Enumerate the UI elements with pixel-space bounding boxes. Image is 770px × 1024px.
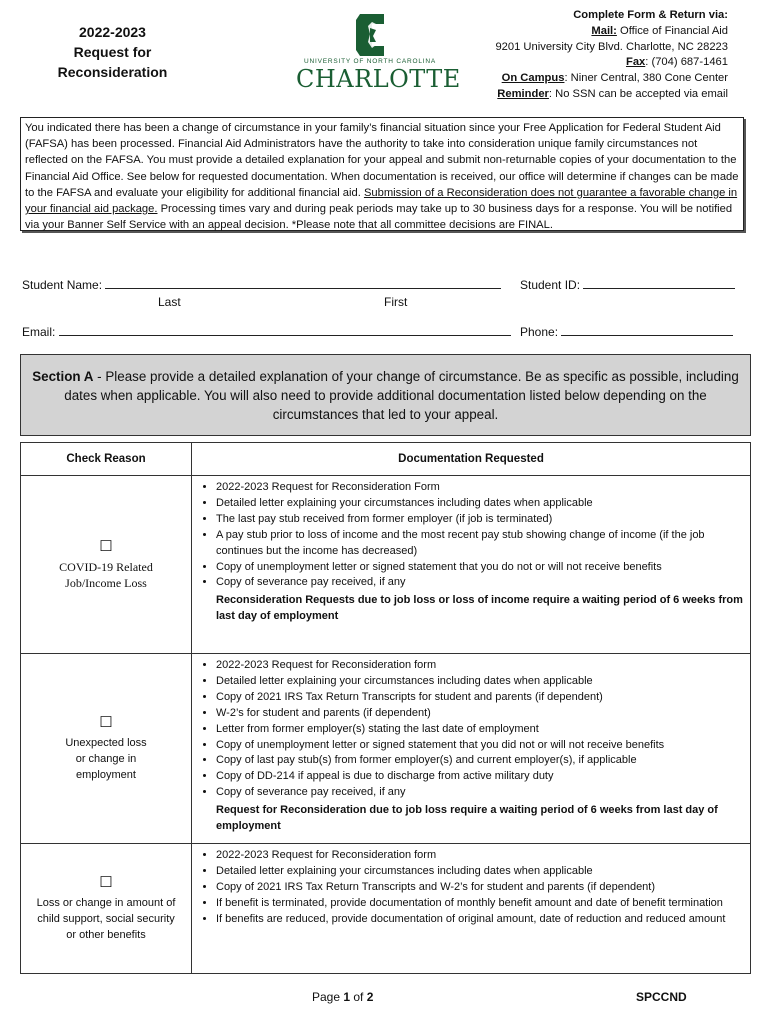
student-name-label: Student Name:: [22, 278, 103, 292]
title-line-year: 2022-2023: [79, 24, 146, 40]
list-item: • If benefits are reduced, provide documentation of original amount, date of reduction and reduced amount: [216, 912, 744, 928]
student-id-label: Student ID:: [520, 278, 581, 292]
waiting-period-note: Reconsideration Requests due to job loss or loss of income require a waiting period of 6 weeks from last day of employment: [216, 594, 743, 623]
page-number: 1: [343, 990, 351, 1004]
check-reason-header: Check Reason: [21, 443, 192, 476]
list-item: • W-2’s for student and parents (if dependent): [216, 706, 744, 722]
email-field[interactable]: [59, 325, 511, 336]
intro-disclaimer: Submission of a Reconsideration does not guarantee a favorable change in your financial aid package.: [25, 186, 738, 216]
list-item: • If benefit is terminated, provide documentation of monthly benefit amount and date of benefit termination: [216, 896, 744, 912]
list-item: • Copy of last pay stub(s) from former employer(s) and current employer(s), if applicable: [216, 753, 744, 769]
waiting-period-note: Request for Reconsideration due to job loss require a waiting period of 6 weeks from last day of employment: [216, 804, 718, 833]
first-name-caption: First: [384, 295, 408, 309]
reason-label: Unexpected loss: [65, 736, 147, 749]
return-heading: Complete Form & Return via:: [573, 9, 728, 21]
page-of: of: [350, 990, 367, 1004]
logo-university-text: UNIVERSITY OF NORTH CAROLINA: [304, 58, 436, 65]
logo-city-text: CHARLOTTE: [296, 65, 461, 93]
list-item: • A pay stub prior to loss of income and the most recent pay stub showing change of income (if the job continues but the income has decreased): [216, 528, 744, 560]
list-item: • Copy of DD-214 if appeal is due to discharge from active military duty: [216, 769, 744, 785]
reason-cell: [21, 654, 192, 844]
list-item: • Detailed letter explaining your circumstances including dates when applicable: [216, 864, 744, 880]
section-a-label: Section A: [32, 369, 94, 384]
intro-text-2: Processing times vary and during peak periods may take up to 30 business days for a response. You will be notified via your Banner Self Service with an appeal decision. *Please note that all committee decisions are FINAL.: [25, 203, 733, 232]
reminder-label: Reminder: [497, 87, 549, 100]
list-item: • The last pay stub received from former employer (if job is terminated): [216, 512, 744, 528]
mail-label: Mail:: [591, 24, 617, 37]
reason-label: Loss or change in amount of: [36, 896, 176, 909]
mail-value: Office of Financial Aid: [620, 24, 728, 37]
reminder-value: : No SSN can be accepted via email: [548, 87, 728, 100]
list-item: • Letter from former employer(s) stating the last date of employment: [216, 722, 744, 738]
form-code: SPCCND: [636, 990, 687, 1004]
table-row: [21, 844, 751, 974]
student-name-row: [22, 278, 501, 292]
page-prefix: Page: [312, 990, 344, 1004]
reason-label: employment: [76, 768, 136, 781]
intro-notice: [20, 117, 744, 231]
list-item: • Copy of severance pay received, if any: [216, 785, 744, 801]
documentation-cell: [192, 476, 751, 654]
list-item: • 2022-2023 Request for Reconsideration form: [216, 848, 744, 864]
charlotte-c-logo-icon: [350, 12, 390, 58]
mail-address: 9201 University City Blvd. Charlotte, NC 28223: [495, 40, 728, 53]
employment-checkbox[interactable]: ☐: [99, 713, 113, 731]
student-id-row: [520, 278, 735, 292]
reason-cell: [21, 844, 192, 974]
intro-text-1: You indicated there has been a change of circumstance in your family’s financial situation since your Free Application for Federal Student Aid (FAFSA) has been processed. Financial Aid Administrators have the authority to take into consideration unique family circumstances not reflected on the FAFSA. You must provide a detailed explanation for your appeal and submit non-returnable copies of your documentation to the Financial Aid Office. See below for requested documentation. When documentation is received, our office will determine if changes can be made to the FAFSA and evaluate your eligibility for additional financial aid.: [25, 122, 739, 199]
fax-value: : (704) 687-1461: [645, 56, 728, 69]
documentation-table: [20, 442, 751, 974]
university-logo: [296, 12, 461, 93]
table-row: [21, 654, 751, 844]
title-line-request: Request for: [73, 44, 152, 60]
page-total: 2: [366, 990, 374, 1004]
documentation-cell: [192, 654, 751, 844]
section-a-text: - Please provide a detailed explanation of your change of circumstance. Be as specific as possible, including dates when applicable. You will also need to provide additional documentation listed below depending on the circumstances that led to your appeal.: [64, 369, 739, 422]
reason-label: child support, social security: [37, 912, 175, 925]
table-header-row: [21, 443, 751, 476]
email-row: [22, 325, 511, 339]
list-item: • Copy of unemployment letter or signed statement that you do not or will not receive benefits: [216, 560, 744, 576]
reason-label: Job/Income Loss: [65, 575, 147, 590]
list-item: • Copy of 2021 IRS Tax Return Transcripts and W-2’s for student and parents (if dependent): [216, 880, 744, 896]
student-name-field[interactable]: [105, 278, 501, 289]
reason-label: or change in: [75, 752, 137, 765]
section-a-banner: [20, 354, 751, 436]
documentation-cell: [192, 844, 751, 974]
student-id-field[interactable]: [583, 278, 735, 289]
campus-label: On Campus: [501, 72, 565, 85]
list-item: • Copy of unemployment letter or signed statement that you did not or will not receive benefits: [216, 738, 744, 754]
fax-label: Fax: [625, 56, 646, 69]
page-indicator: [312, 990, 373, 1004]
covid-checkbox[interactable]: ☐: [99, 537, 113, 555]
reason-cell: [21, 476, 192, 654]
phone-label: Phone:: [520, 325, 559, 339]
list-item: • 2022-2023 Request for Reconsideration Form: [216, 480, 744, 496]
reason-label: or other benefits: [66, 928, 146, 941]
list-item: • Copy of severance pay received, if any: [216, 575, 744, 591]
phone-field[interactable]: [561, 325, 733, 336]
documentation-header: Documentation Requested: [192, 443, 751, 476]
last-name-caption: Last: [158, 295, 181, 309]
list-item: • 2022-2023 Request for Reconsideration form: [216, 658, 744, 674]
list-item: • Detailed letter explaining your circumstances including dates when applicable: [216, 674, 744, 690]
table-row: [21, 476, 751, 654]
phone-row: [520, 325, 733, 339]
form-title: [30, 22, 195, 82]
list-item: • Detailed letter explaining your circumstances including dates when applicable: [216, 496, 744, 512]
return-instructions: [495, 8, 728, 103]
benefits-checkbox[interactable]: ☐: [99, 873, 113, 891]
reason-label: COVID-19 Related: [59, 559, 153, 574]
campus-value: : Niner Central, 380 Cone Center: [564, 72, 728, 85]
email-label: Email:: [22, 325, 56, 339]
list-item: • Copy of 2021 IRS Tax Return Transcripts for student and parents (if dependent): [216, 690, 744, 706]
title-line-reconsideration: Reconsideration: [57, 64, 168, 80]
